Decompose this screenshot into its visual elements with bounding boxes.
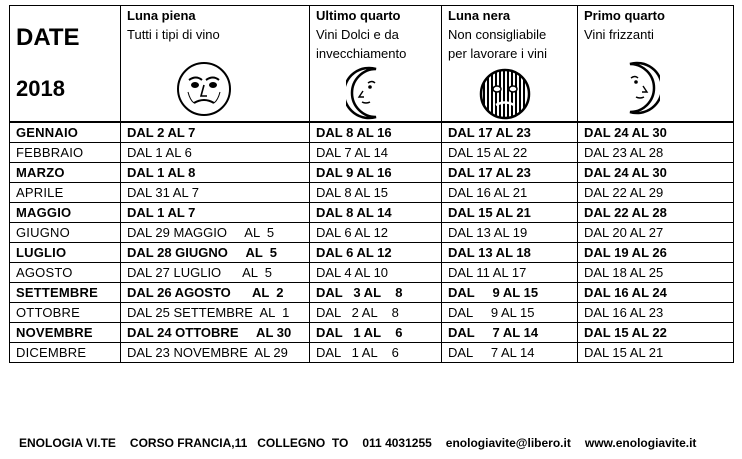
last-quarter-cell: DAL 8 AL 14 xyxy=(310,203,442,223)
first-quarter-icon xyxy=(614,60,660,116)
new-moon-cell: DAL 17 AL 23 xyxy=(442,122,578,143)
first-quarter-cell: DAL 24 AL 30 xyxy=(578,122,734,143)
month-cell: GIUGNO xyxy=(10,223,121,243)
new-moon-cell: DAL 13 AL 18 xyxy=(442,243,578,263)
month-cell: FEBBRAIO xyxy=(10,143,121,163)
last-quarter-cell: DAL 6 AL 12 xyxy=(310,243,442,263)
full-moon-cell: DAL 1 AL 6 xyxy=(121,143,310,163)
month-cell: APRILE xyxy=(10,183,121,203)
table-row xyxy=(10,203,734,223)
month-cell: SETTEMBRE xyxy=(10,283,121,303)
company-website: www.enologiavite.it xyxy=(584,436,697,450)
phase-desc: Non consigliabile xyxy=(448,27,547,42)
table-row xyxy=(10,343,734,363)
last-quarter-cell: DAL 1 AL 6 xyxy=(310,343,442,363)
last-quarter-cell: DAL 7 AL 14 xyxy=(310,143,442,163)
last-quarter-cell: DAL 1 AL 6 xyxy=(310,323,442,343)
table-row xyxy=(10,283,734,303)
table-row xyxy=(10,323,734,343)
phase-name: Ultimo quarto xyxy=(316,8,401,23)
last-quarter-cell: DAL 8 AL 15 xyxy=(310,183,442,203)
full-moon-cell: DAL 1 AL 8 xyxy=(121,163,310,183)
full-moon-cell: DAL 28 GIUGNO AL 5 xyxy=(121,243,310,263)
first-quarter-cell: DAL 22 AL 29 xyxy=(578,183,734,203)
table-row xyxy=(10,223,734,243)
month-cell: MAGGIO xyxy=(10,203,121,223)
new-moon-cell: DAL 15 AL 22 xyxy=(442,143,578,163)
table-row xyxy=(10,122,734,143)
new-moon-cell: DAL 9 AL 15 xyxy=(442,303,578,323)
last-quarter-cell: DAL 8 AL 16 xyxy=(310,122,442,143)
month-cell: OTTOBRE xyxy=(10,303,121,323)
first-quarter-cell: DAL 19 AL 26 xyxy=(578,243,734,263)
phase-name: Primo quarto xyxy=(584,8,665,23)
month-cell: AGOSTO xyxy=(10,263,121,283)
full-moon-cell: DAL 23 NOVEMBRE AL 29 xyxy=(121,343,310,363)
last-quarter-cell: DAL 3 AL 8 xyxy=(310,283,442,303)
first-quarter-cell: DAL 24 AL 30 xyxy=(578,163,734,183)
new-moon-cell: DAL 9 AL 15 xyxy=(442,283,578,303)
company-name: ENOLOGIA VI.TE xyxy=(19,436,116,450)
company-address: CORSO FRANCIA,11 COLLEGNO TO xyxy=(129,436,349,450)
year-label: 2018 xyxy=(16,76,65,101)
first-quarter-cell: DAL 20 AL 27 xyxy=(578,223,734,243)
phase-header-last-quarter xyxy=(310,6,442,123)
company-phone: 011 4031255 xyxy=(362,436,432,450)
phase-name: Luna nera xyxy=(448,8,511,23)
table-row xyxy=(10,303,734,323)
new-moon-cell: DAL 17 AL 23 xyxy=(442,163,578,183)
last-quarter-cell: DAL 4 AL 10 xyxy=(310,263,442,283)
phase-header-new-moon xyxy=(442,6,578,123)
full-moon-cell: DAL 1 AL 7 xyxy=(121,203,310,223)
table-row xyxy=(10,183,734,203)
month-cell: LUGLIO xyxy=(10,243,121,263)
new-moon-cell: DAL 16 AL 21 xyxy=(442,183,578,203)
first-quarter-cell: DAL 15 AL 21 xyxy=(578,343,734,363)
last-quarter-icon xyxy=(346,65,392,121)
table-row xyxy=(10,243,734,263)
first-quarter-cell: DAL 18 AL 25 xyxy=(578,263,734,283)
phase-desc: Tutti i tipi di vino xyxy=(127,27,220,42)
full-moon-cell: DAL 26 AGOSTO AL 2 xyxy=(121,283,310,303)
table-row xyxy=(10,263,734,283)
phase-desc: per lavorare i vini xyxy=(448,46,547,61)
month-cell: MARZO xyxy=(10,163,121,183)
full-moon-cell: DAL 27 LUGLIO AL 5 xyxy=(121,263,310,283)
first-quarter-cell: DAL 23 AL 28 xyxy=(578,143,734,163)
footer-contact xyxy=(19,436,710,450)
new-moon-cell: DAL 11 AL 17 xyxy=(442,263,578,283)
date-header-cell xyxy=(10,6,121,123)
phase-desc: Vini Dolci e da xyxy=(316,27,399,42)
first-quarter-cell: DAL 15 AL 22 xyxy=(578,323,734,343)
moon-calendar-table xyxy=(9,5,734,363)
month-cell: DICEMBRE xyxy=(10,343,121,363)
date-title: DATE xyxy=(16,24,80,51)
table-row xyxy=(10,143,734,163)
month-cell: NOVEMBRE xyxy=(10,323,121,343)
new-moon-cell: DAL 13 AL 19 xyxy=(442,223,578,243)
phase-header-full-moon xyxy=(121,6,310,123)
new-moon-icon xyxy=(478,67,532,121)
full-moon-cell: DAL 25 SETTEMBRE AL 1 xyxy=(121,303,310,323)
first-quarter-cell: DAL 16 AL 23 xyxy=(578,303,734,323)
first-quarter-cell: DAL 16 AL 24 xyxy=(578,283,734,303)
header-row xyxy=(10,6,734,123)
phase-desc: invecchiamento xyxy=(316,46,407,61)
first-quarter-cell: DAL 22 AL 28 xyxy=(578,203,734,223)
company-email: enologiavite@libero.it xyxy=(445,436,571,450)
phase-desc: Vini frizzanti xyxy=(584,27,654,42)
month-cell: GENNAIO xyxy=(10,122,121,143)
full-moon-cell: DAL 2 AL 7 xyxy=(121,122,310,143)
last-quarter-cell: DAL 6 AL 12 xyxy=(310,223,442,243)
full-moon-icon xyxy=(175,58,233,120)
last-quarter-cell: DAL 2 AL 8 xyxy=(310,303,442,323)
table-row xyxy=(10,163,734,183)
new-moon-cell: DAL 7 AL 14 xyxy=(442,323,578,343)
full-moon-cell: DAL 31 AL 7 xyxy=(121,183,310,203)
new-moon-cell: DAL 7 AL 14 xyxy=(442,343,578,363)
new-moon-cell: DAL 15 AL 21 xyxy=(442,203,578,223)
full-moon-cell: DAL 29 MAGGIO AL 5 xyxy=(121,223,310,243)
full-moon-cell: DAL 24 OTTOBRE AL 30 xyxy=(121,323,310,343)
phase-header-first-quarter xyxy=(578,6,734,123)
phase-name: Luna piena xyxy=(127,8,196,23)
last-quarter-cell: DAL 9 AL 16 xyxy=(310,163,442,183)
